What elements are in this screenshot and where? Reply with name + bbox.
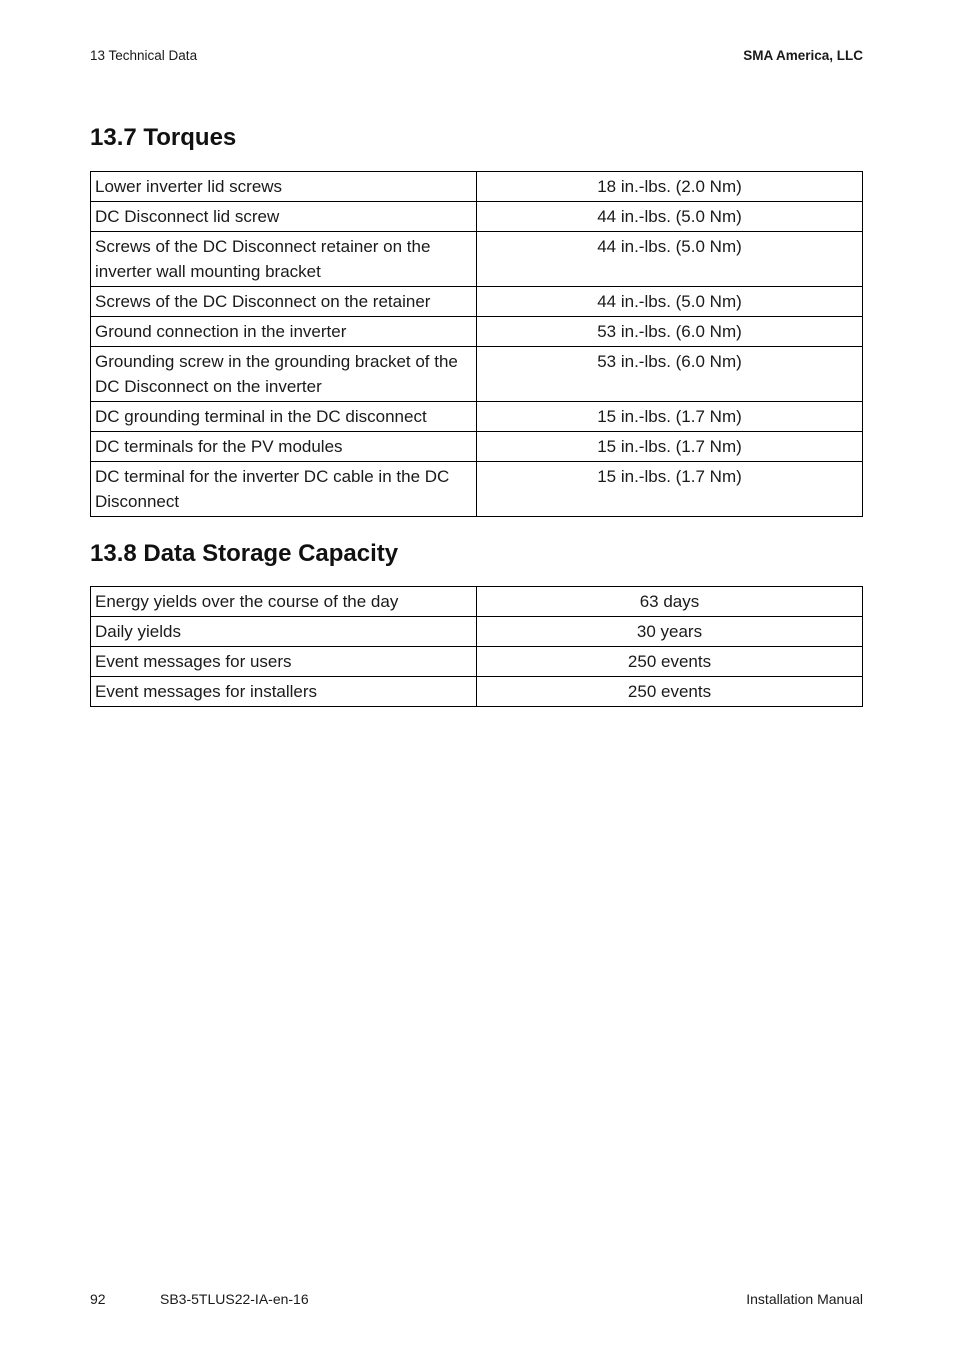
manual-title: Installation Manual (746, 1291, 863, 1307)
row-label: DC Disconnect lid screw (91, 202, 477, 232)
row-value: 53 in.-lbs. (6.0 Nm) (477, 317, 863, 347)
row-label: Event messages for users (91, 647, 477, 677)
row-value: 15 in.-lbs. (1.7 Nm) (477, 402, 863, 432)
table-row (91, 232, 863, 287)
row-value: 63 days (477, 587, 863, 617)
table-row (91, 677, 863, 707)
row-label: Screws of the DC Disconnect on the retainer (91, 287, 477, 317)
storage-heading: 13.8 Data Storage Capacity (90, 540, 399, 567)
torques-heading: 13.7 Torques (90, 124, 237, 151)
row-value: 53 in.-lbs. (6.0 Nm) (477, 347, 863, 402)
row-value: 18 in.-lbs. (2.0 Nm) (477, 172, 863, 202)
row-label: DC terminal for the inverter DC cable in the DC Disconnect (91, 462, 477, 517)
storage-table (90, 586, 863, 707)
row-value: 15 in.-lbs. (1.7 Nm) (477, 462, 863, 517)
row-value: 44 in.-lbs. (5.0 Nm) (477, 232, 863, 287)
table-row (91, 317, 863, 347)
row-label: DC terminals for the PV modules (91, 432, 477, 462)
row-label: Grounding screw in the grounding bracket of the DC Disconnect on the inverter (91, 347, 477, 402)
page-number: 92 (90, 1291, 106, 1307)
row-value: 44 in.-lbs. (5.0 Nm) (477, 287, 863, 317)
table-row (91, 462, 863, 517)
table-row (91, 432, 863, 462)
row-label: Energy yields over the course of the day (91, 587, 477, 617)
row-label: Event messages for installers (91, 677, 477, 707)
table-row (91, 587, 863, 617)
row-label: Daily yields (91, 617, 477, 647)
page-header (90, 48, 863, 63)
company-name: SMA America, LLC (743, 48, 863, 63)
torques-table (90, 171, 863, 517)
table-row (91, 647, 863, 677)
table-row (91, 202, 863, 232)
row-label: Screws of the DC Disconnect retainer on the inverter wall mounting bracket (91, 232, 477, 287)
row-value: 250 events (477, 647, 863, 677)
document-id: SB3-5TLUS22-IA-en-16 (160, 1291, 309, 1307)
chapter-title: 13 Technical Data (90, 48, 198, 63)
row-value: 44 in.-lbs. (5.0 Nm) (477, 202, 863, 232)
table-row (91, 287, 863, 317)
table-row (91, 347, 863, 402)
row-label: Lower inverter lid screws (91, 172, 477, 202)
row-value: 30 years (477, 617, 863, 647)
table-row (91, 172, 863, 202)
table-row (91, 402, 863, 432)
row-label: DC grounding terminal in the DC disconnect (91, 402, 477, 432)
row-value: 15 in.-lbs. (1.7 Nm) (477, 432, 863, 462)
row-value: 250 events (477, 677, 863, 707)
table-row (91, 617, 863, 647)
row-label: Ground connection in the inverter (91, 317, 477, 347)
